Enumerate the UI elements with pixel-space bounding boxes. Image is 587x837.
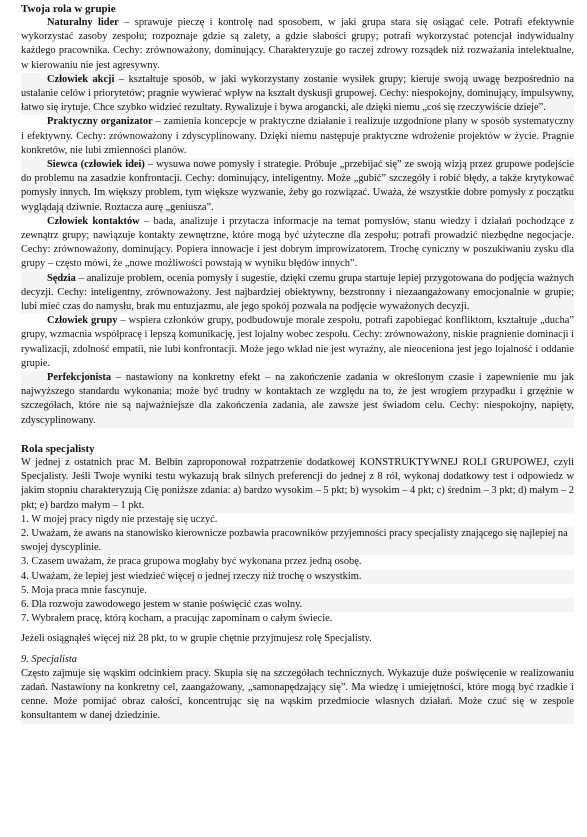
role-description: – analizuje problem, ocenia pomysły i sugestie, dzięki czemu grupa startuje lepiej przygotowana do podjęcia ważnych decyzji. Cechy: inteligentny, zrównoważony. Jest najbardziej obiektywny, bezstronny i niezaangażowany emocjonalnie w grupie; lubi mieć czas do namysłu, brak mu entuzjazmu, ale jego spokój pozwala na podjęcie wyważonych decyzji. <box>21 272 574 313</box>
statement-item: 1. W mojej pracy nigdy nie przestaję się uczyć. <box>21 513 218 525</box>
statement-item: 4. Uważam, że lepiej jest wiedzieć więcej o jednej rzeczy niż trochę o wszystkim. <box>21 570 574 584</box>
specialist-result: Jeżeli osiągnąłeś więcej niż 28 pkt, to w grupie chętnie przyjmujesz rolę Specjalisty. <box>21 633 372 645</box>
role-name: Człowiek kontaktów <box>47 215 140 227</box>
role-description: – zamienia koncepcje w praktyczne działanie i realizuje uzgodnione plany w sposób systematyczny i efektywny. Cechy: zrównoważony i zdyscyplinowany. Dzięki niemu następuje praktyczne wdrożenie projektów w życie. Pragnie konkretów, nie lubi zmienności planów. <box>21 116 574 156</box>
statement-item: 6. Dla rozwoju zawodowego jestem w stanie poświęcić czas wolny. <box>21 598 574 612</box>
role-description: – wspiera członków grupy, podbudowuje morale zespołu, potrafi zapobiegać konfliktom, kształtuje „ducha” grupy, wzmacnia współpracę i lepszą komunikację, jest lojalny wobec zespołu. Cechy: zrównoważony, niskie pragnienie dominacji i rywalizacji, zdolność empatii, nie lubi konfrontacji. Może jego wkład nie jest wyraźny, ale nieoceniona jest jego lojalność i oddanie grupie. <box>21 315 575 369</box>
statement-item: 7. Wybrałem pracę, którą kocham, a pracując zapominam o całym świecie. <box>21 613 333 625</box>
role-leader <box>21 16 574 73</box>
role-name: Praktyczny organizator <box>47 116 153 128</box>
role-description: – kształtuje sposób, w jaki wykorzystany zostanie wysiłek grupy; kieruje swoją uwagę bezpośrednio na ustalanie celów i priorytetów; pragnie wywierać wpływ na kształt dyskusji grupowej. Cechy: niespokojny, dominujący, impulsywny, łatwo się irytuje. Chce szybko widzieć rezultaty. Rywalizuje i bywa arogancki, ale dzięki niemu „coś się rzeczywiście dzieje”. <box>21 73 574 114</box>
role-plant <box>21 158 574 215</box>
role-name: Człowiek grupy <box>47 315 118 327</box>
role-description: – nastawiony na konkretny efekt – na zakończenie zadania w określonym czasie i zapewnienie mu jak najwyższego standardu wykonania; może być trudny w kontaktach ze względu na to, że jest wrogiem przypadku i grzęźnie w szczegółach, które nie są najważniejsze dla zakończenia zadania, ale zawsze jest świadom celu. Cechy: niespokojny, napięty, zdyscyplinowany. <box>21 372 574 426</box>
role-name: Perfekcjonista <box>47 372 112 384</box>
section-heading: Twoja rola w grupie <box>21 3 116 15</box>
specialist-intro: W jednej z ostatnich prac M. Belbin zaproponował rozpatrzenie dodatkowej KONSTRUKTYWNEJ ROLI GRUPOWEJ, czyli Specjalisty. Jeśli Twoje wyniki testu wykazują brak silnych preferencji do jednej z 8 ról, wykonaj dodatkowy test i odpowiedz w jakim stopniu charakteryzują Cię poniższe zdania: a) bardzo wysokim – 5 pkt; b) wysokim – 4 pkt; c) średnim – 3 pkt; d) małym – 2 pkt; e) bardzo małym – 1 pkt. <box>21 456 574 513</box>
statement-item: 3. Czasem uważam, że praca grupowa mogłaby być wykonana przez jedną osobę. <box>21 556 362 568</box>
statement-item: 5. Moja praca mnie fascynuje. <box>21 584 147 596</box>
statement-item: 2. Uważam, że awans na stanowisko kierownicze pozbawia pracowników przyjemności pracy specjalisty znającego się najlepiej na swojej dyscyplinie. <box>21 527 574 555</box>
role-name: Sędzia <box>47 272 76 284</box>
role-description: – sprawuje pieczę i kontrolę nad sposobem, w jaki grupa stara się osiągać cele. Potrafi efektywnie wykorzystać zasoby zespołu; rozpoznaje gdzie są zalety, a gdzie słabości grupy; potrafi wykorzystać potencjał indywidualny każdego pracownika. Cechy: zrównoważony, dominujący. Charakteryzuje go raczej zdrowy rozsądek niż rozważania intelektualne, w kierowaniu nie jest agresywny. <box>21 17 574 71</box>
spacer <box>21 428 574 442</box>
role-organizer <box>21 115 574 158</box>
role-name: Naturalny lider <box>47 17 119 28</box>
role9-title: 9. Specjalista <box>21 653 77 665</box>
role-teamworker <box>21 314 574 371</box>
role-action <box>21 73 574 116</box>
specialist-statements <box>21 513 574 627</box>
role-name: Człowiek akcji <box>47 73 115 85</box>
role9-description: Często zajmuje się wąskim odcinkiem pracy. Skupia się na szczegółach technicznych. Wykazuje duże poświęcenie w realizowaniu zadań. Nastawiony na konkretny cel, zaangażowany, „samonapędzający się”. Ma wiedzę i umiejętności, które mogą być rzadkie i cenne. Może pomijać obraz całości, koncentrując się na wąskim przedmiocie własnych działań. Może czuć się w zespole konsultantem w danej dziedzinie. <box>21 667 574 724</box>
specialist-heading: Rola specjalisty <box>21 442 95 455</box>
role-description: – wysuwa nowe pomysły i strategie. Próbuje „przebijać się” ze swoją wizją przez grupowe podejście do problemu na zasadzie konfrontacji. Cechy: dominujący, inteligentny. Może „gubić” szczegóły i robić błędy, a także krytykować pomysły innych. Im większy problem, tym większe wyzwanie, żeby go rozwiązać. Uważa, że wszystkie dobre pomysły z początku wyglądają dziwnie. Roztacza aurę „geniusza”. <box>21 159 574 213</box>
role-description: – bada, analizuje i przytacza informacje na temat pomysłów, stanu wiedzy i działań pochodzące z zewnątrz grupy; nawiązuje kontakty zewnętrzne, które mogą być użyteczne dla zespołu; potrafi prowadzić niezbędne negocjacje. Cechy: zrównoważony, dominujący. Popiera innowacje i jest dobrym improwizatorem. Trochę cyniczny w poszukiwaniu zysku dla grupy – często mówi, że „nowe możliwości powstają w wyniku błędów innych”. <box>21 215 574 270</box>
role-judge <box>21 272 574 315</box>
role-finisher <box>21 371 574 428</box>
role-name: Siewca (człowiek idei) <box>47 159 145 171</box>
role-resource <box>21 215 574 272</box>
